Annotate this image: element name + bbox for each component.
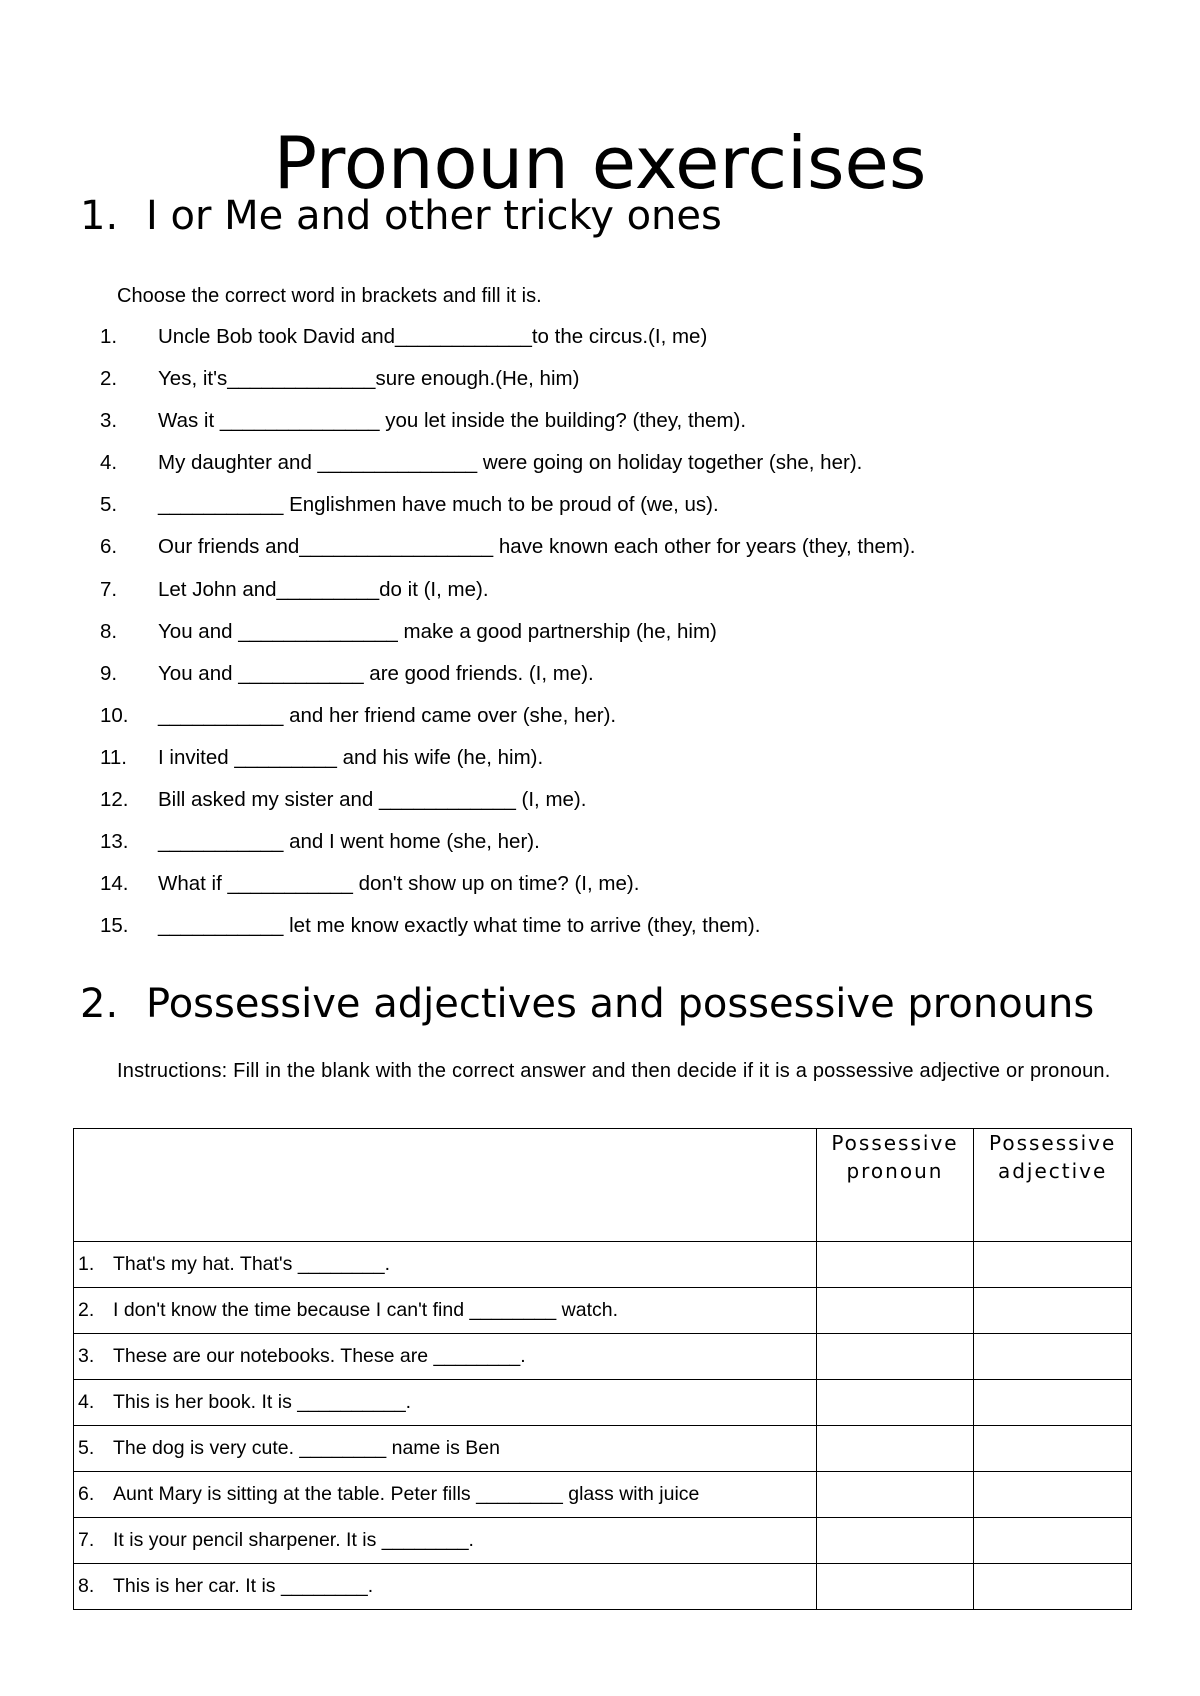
exercise-item [100, 365, 915, 407]
exercise-number: 15. [100, 914, 129, 938]
exercise-number: 1. [100, 325, 118, 348]
question-text: I don't know the time because I can't find ________ watch. [113, 1299, 619, 1321]
pronoun-answer-cell[interactable] [816, 1242, 974, 1288]
exercise-number: 6. [100, 535, 118, 559]
table-header-possessive-pronoun [816, 1129, 974, 1242]
section-2-heading [80, 980, 1094, 1028]
row-number: 7. [78, 1529, 95, 1551]
exercise-number: 2. [100, 367, 118, 391]
pronoun-answer-cell[interactable] [816, 1288, 974, 1334]
exercise-item [100, 786, 915, 828]
exercise-number: 5. [100, 493, 118, 517]
question-text: This is her book. It is __________. [113, 1391, 412, 1413]
adjective-answer-cell[interactable] [974, 1242, 1132, 1288]
adjective-answer-cell[interactable] [974, 1472, 1132, 1518]
exercise-item [100, 870, 915, 912]
table-header-row [74, 1129, 1132, 1242]
pronoun-answer-cell[interactable] [816, 1380, 974, 1426]
table-row [74, 1472, 1132, 1518]
question-text: It is your pencil sharpener. It is ________. [113, 1529, 474, 1551]
question-cell [74, 1380, 817, 1426]
exercise-item [100, 407, 915, 449]
adjective-answer-cell[interactable] [974, 1334, 1132, 1380]
question-text: Aunt Mary is sitting at the table. Peter fills ________ glass with juice [113, 1483, 700, 1505]
question-text: These are our notebooks. These are ________. [113, 1345, 526, 1367]
exercise-text: Uncle Bob took David and____________to the circus.(I, me) [158, 325, 708, 348]
exercise-text: ___________ Englishmen have much to be proud of (we, us). [158, 493, 719, 517]
section-1-title: I or Me and other tricky ones [146, 193, 722, 239]
section-2-number: 2. [80, 981, 119, 1027]
exercise-item [100, 491, 915, 533]
exercise-text: ___________ and I went home (she, her). [158, 830, 540, 854]
exercise-item [100, 912, 915, 954]
exercise-text: You and ______________ make a good partnership (he, him) [158, 619, 717, 643]
row-number: 6. [78, 1483, 95, 1505]
table-row [74, 1564, 1132, 1610]
exercise-text: My daughter and ______________ were going on holiday together (she, her). [158, 451, 863, 475]
table-row [74, 1242, 1132, 1288]
section-1-heading [80, 192, 722, 240]
table-row [74, 1334, 1132, 1380]
row-number: 5. [78, 1437, 95, 1459]
question-cell [74, 1426, 817, 1472]
exercise-item [100, 828, 915, 870]
exercise-number: 13. [100, 830, 129, 854]
row-number: 8. [78, 1575, 95, 1597]
exercise-text: You and ___________ are good friends. (I, me). [158, 661, 594, 685]
adjective-answer-cell[interactable] [974, 1288, 1132, 1334]
section-2-title: Possessive adjectives and possessive pronouns [146, 981, 1095, 1027]
exercise-text: Let John and_________do it (I, me). [158, 577, 489, 601]
exercise-list [100, 323, 915, 954]
section-1-instructions: Choose the correct word in brackets and fill it is. [117, 285, 542, 307]
pronoun-answer-cell[interactable] [816, 1564, 974, 1610]
exercise-text: Bill asked my sister and ____________ (I, me). [158, 788, 587, 812]
exercise-item [100, 576, 915, 618]
question-text: The dog is very cute. ________ name is Ben [113, 1437, 500, 1459]
exercise-text: What if ___________ don't show up on time? (I, me). [158, 872, 640, 896]
exercise-number: 4. [100, 451, 118, 475]
question-text: That's my hat. That's ________. [113, 1253, 390, 1275]
question-cell [74, 1334, 817, 1380]
table-header-possessive-adjective [974, 1129, 1132, 1242]
exercise-text: Our friends and_________________ have known each other for years (they, them). [158, 535, 916, 559]
table-row [74, 1518, 1132, 1564]
question-cell [74, 1518, 817, 1564]
pronoun-answer-cell[interactable] [816, 1518, 974, 1564]
table-row [74, 1426, 1132, 1472]
adjective-answer-cell[interactable] [974, 1380, 1132, 1426]
question-cell [74, 1242, 817, 1288]
exercise-text: I invited _________ and his wife (he, him). [158, 745, 544, 769]
exercise-item [100, 533, 915, 575]
exercise-number: 10. [100, 703, 129, 727]
table-header-question [74, 1129, 817, 1242]
question-cell [74, 1472, 817, 1518]
exercise-item [100, 618, 915, 660]
adjective-answer-cell[interactable] [974, 1564, 1132, 1610]
exercise-item [100, 744, 915, 786]
table-header-label: Possessive pronoun [831, 1131, 959, 1183]
exercise-text: ___________ and her friend came over (she, her). [158, 703, 617, 727]
possessive-table [73, 1128, 1132, 1610]
pronoun-answer-cell[interactable] [816, 1426, 974, 1472]
table-row [74, 1288, 1132, 1334]
pronoun-answer-cell[interactable] [816, 1334, 974, 1380]
exercise-item [100, 702, 915, 744]
table-header-label: Possessive adjective [989, 1131, 1117, 1183]
question-text: This is her car. It is ________. [113, 1575, 374, 1597]
exercise-item [100, 449, 915, 491]
exercise-item [100, 323, 915, 365]
exercise-text: Yes, it's_____________sure enough.(He, him) [158, 367, 580, 391]
row-number: 4. [78, 1391, 95, 1413]
pronoun-answer-cell[interactable] [816, 1472, 974, 1518]
exercise-number: 12. [100, 788, 129, 812]
adjective-answer-cell[interactable] [974, 1426, 1132, 1472]
row-number: 2. [78, 1299, 95, 1321]
exercise-number: 7. [100, 577, 118, 601]
exercise-number: 14. [100, 872, 129, 896]
exercise-text: ___________ let me know exactly what time to arrive (they, them). [158, 914, 761, 938]
exercise-number: 11. [100, 745, 127, 769]
section-2-instructions: Instructions: Fill in the blank with the correct answer and then decide if it is a possessive adjective or pronoun. [117, 1060, 1111, 1082]
question-cell [74, 1288, 817, 1334]
exercise-number: 3. [100, 409, 118, 433]
section-1-number: 1. [80, 193, 119, 239]
row-number: 3. [78, 1345, 95, 1367]
question-cell [74, 1564, 817, 1610]
exercise-number: 8. [100, 619, 118, 643]
row-number: 1. [78, 1253, 95, 1275]
table-row [74, 1380, 1132, 1426]
exercise-number: 9. [100, 661, 118, 685]
page-title: Pronoun exercises [273, 121, 927, 206]
exercise-item [100, 660, 915, 702]
exercise-text: Was it ______________ you let inside the building? (they, them). [158, 409, 747, 433]
adjective-answer-cell[interactable] [974, 1518, 1132, 1564]
